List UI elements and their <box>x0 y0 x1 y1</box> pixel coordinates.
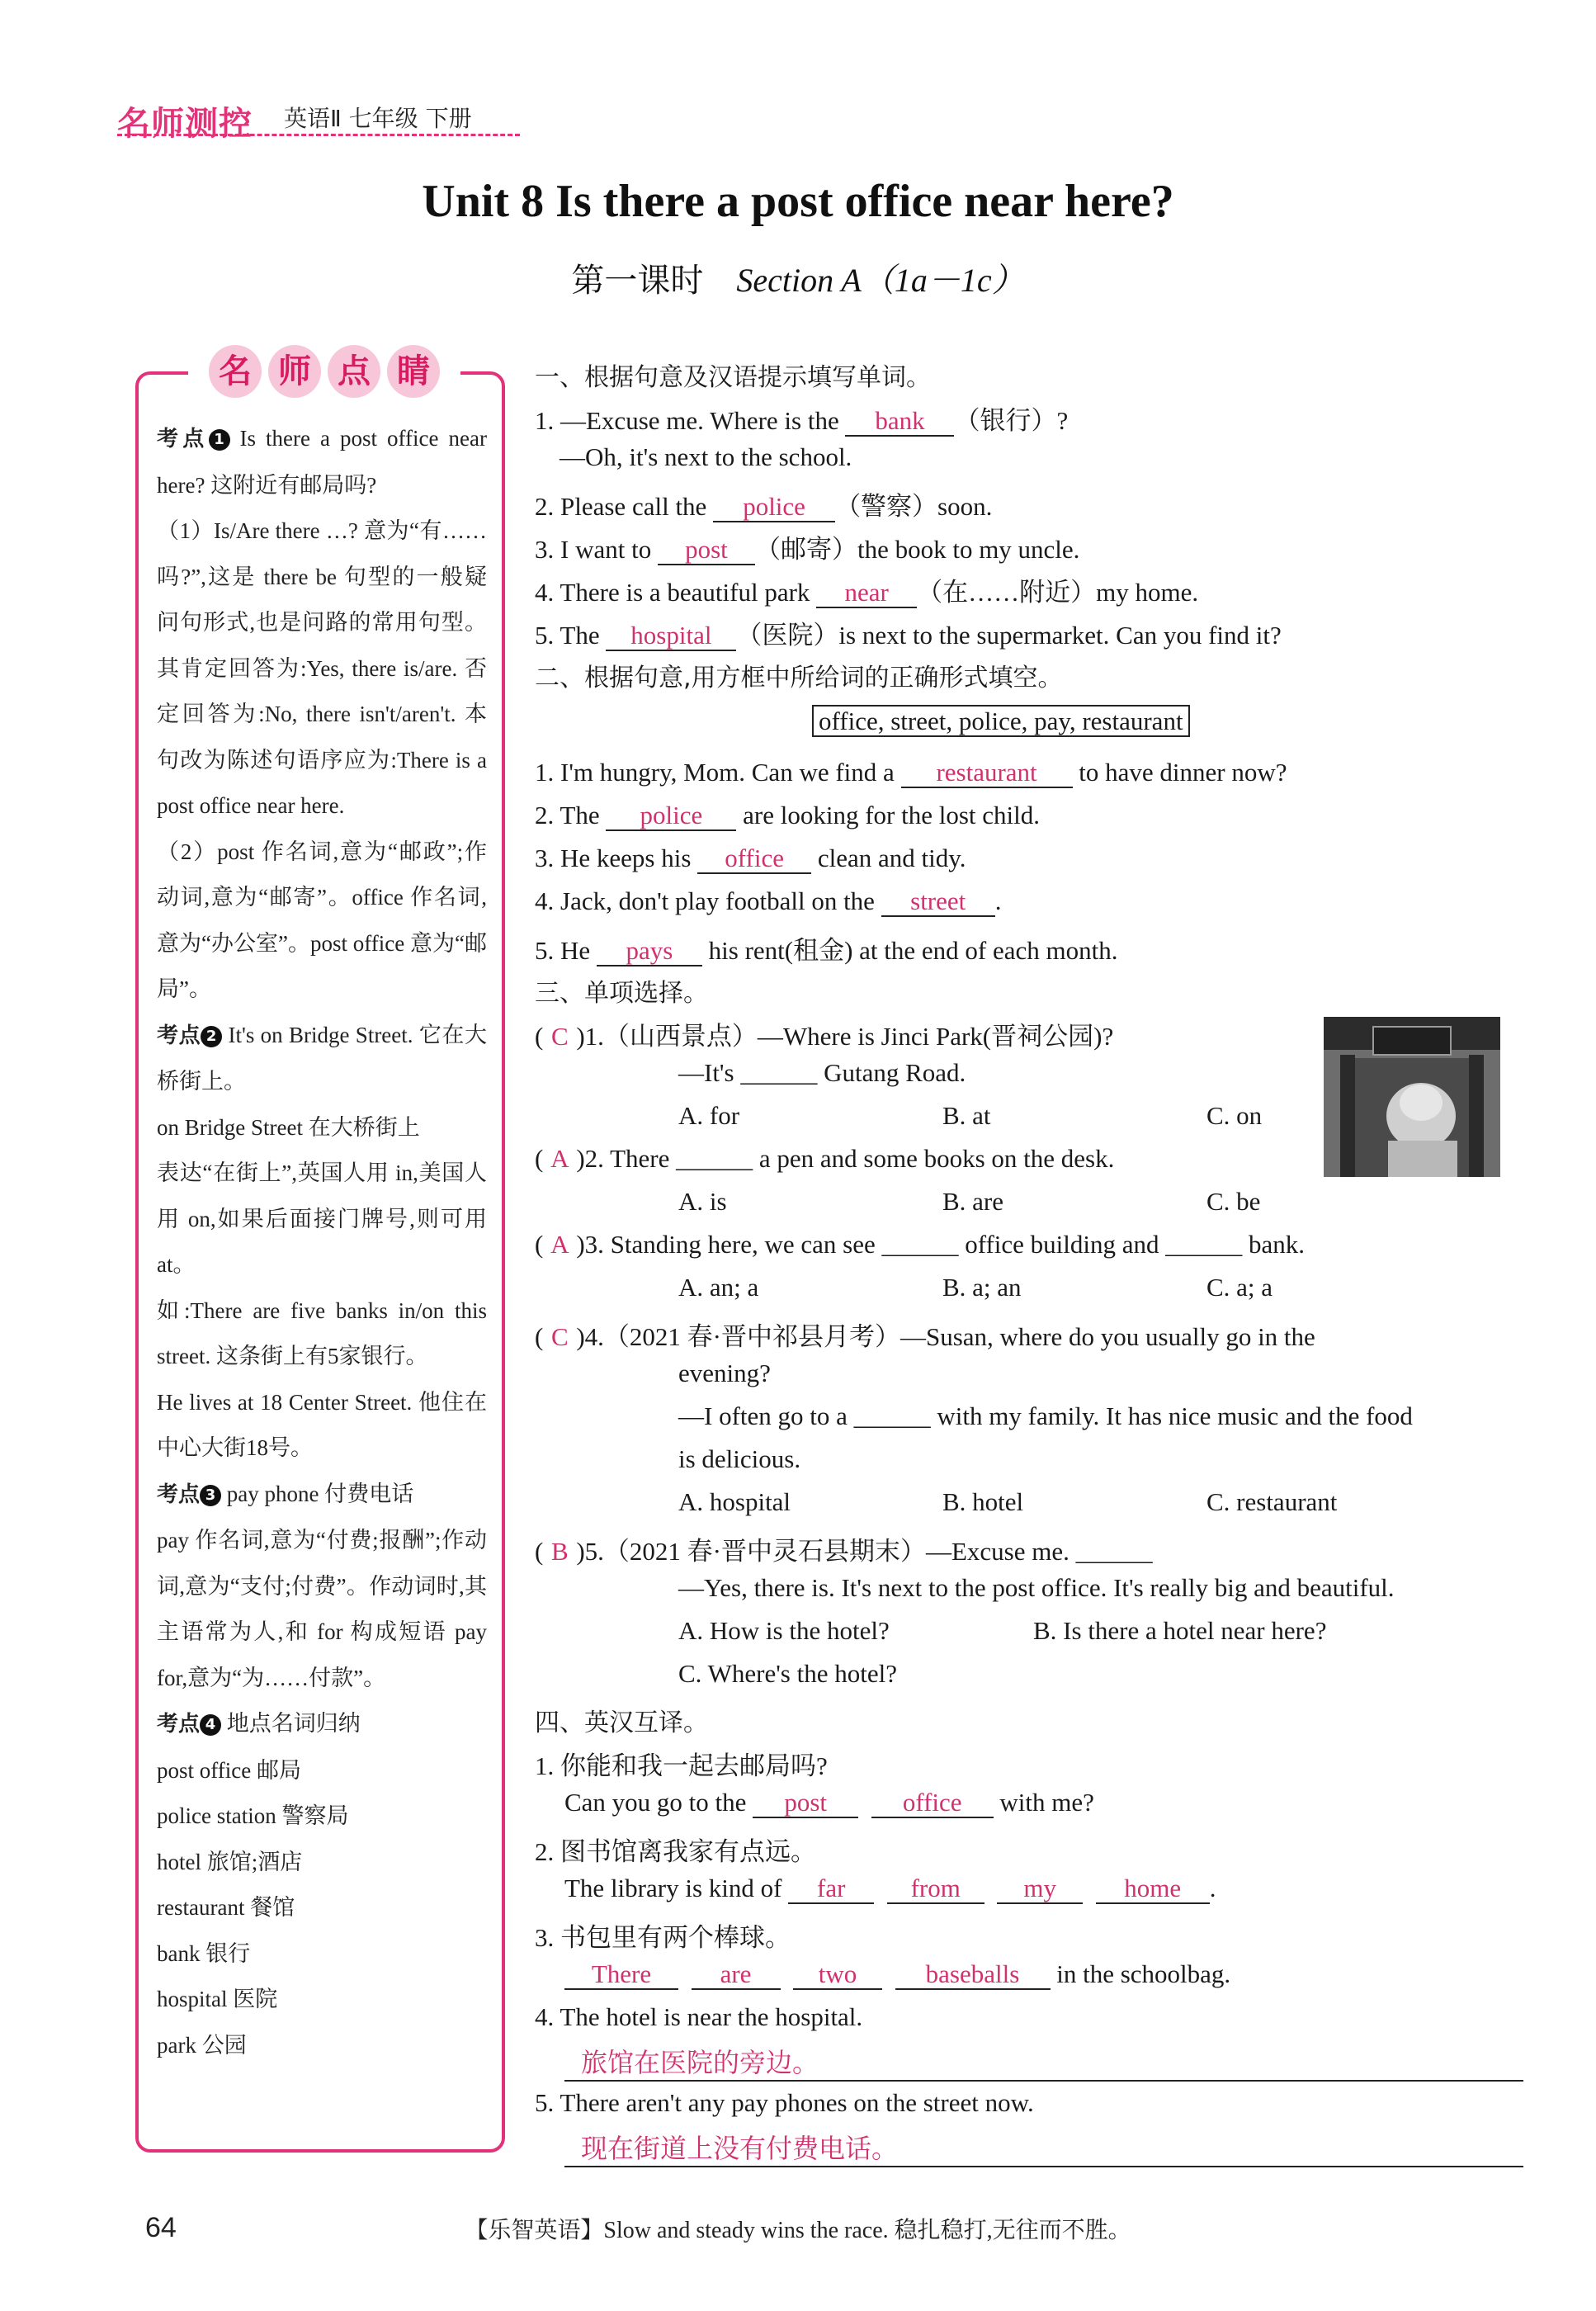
p3-question-1-reply: —It's ______ Gutang Road. <box>678 1058 966 1087</box>
answer-blank[interactable]: office <box>871 1789 994 1818</box>
footer-motto: 【乐智英语】Slow and steady wins the race. 稳扎稳打,无往而不胜。 <box>465 2218 1131 2243</box>
p4-question-3: 3. 书包里有两个棒球。 <box>535 1923 791 1952</box>
p4-answer-3: There are two baseballs in the schoolbag. <box>564 1959 1230 1990</box>
p1-question-5: 5. The hospital （医院）is next to the supermarket. Can you find it? <box>535 621 1282 650</box>
answer-blank[interactable]: street <box>881 887 995 917</box>
p1-question-1: 1. —Excuse me. Where is the bank （银行）? <box>535 406 1069 435</box>
p4-question-4: 4. The hotel is near the hospital. <box>535 2002 863 2031</box>
unit-title: Unit 8 Is there a post office near here? <box>422 176 1174 227</box>
p3-question-3: ( A )3. Standing here, we can see ______ office building and ______ bank. <box>535 1230 1306 1259</box>
p3-question-4-cont: evening? <box>678 1359 771 1387</box>
choice-answer[interactable]: A <box>550 1230 569 1259</box>
p3-options-3: A. an; a B. a; an C. a; a <box>678 1273 1273 1302</box>
p4-answer-1: Can you go to the post office with me? <box>564 1788 1094 1817</box>
choice-answer[interactable]: A <box>550 1144 569 1173</box>
p4-question-1: 1. 你能和我一起去邮局吗? <box>535 1751 828 1780</box>
tips-heading-char: 师 <box>268 345 321 398</box>
answer-blank[interactable]: pays <box>597 937 702 966</box>
place-item: hotel 旅馆;酒店 <box>157 1849 303 1874</box>
answer-blank[interactable]: police <box>713 493 835 522</box>
header-divider <box>117 134 520 136</box>
answer-blank[interactable]: There <box>564 1960 678 1990</box>
p3-question-5: ( B )5.（2021 春·晋中灵石县期末）—Excuse me. ______ <box>535 1537 1153 1566</box>
answer-blank[interactable]: police <box>606 801 736 831</box>
p3-question-4: ( C )4.（2021 春·晋中祁县月考）—Susan, where do you usually go in the <box>535 1322 1315 1351</box>
tips-body <box>157 416 487 2068</box>
point-number-icon: 1 <box>209 429 230 451</box>
answer-blank[interactable]: two <box>793 1960 882 1990</box>
point-number-icon: 2 <box>201 1026 222 1047</box>
p4-question-5: 5. There aren't any pay phones on the street now. <box>535 2088 1034 2117</box>
part1-heading: 一、根据句意及汉语提示填写单词。 <box>535 363 931 392</box>
p1-question-3: 3. I want to post （邮寄）the book to my uncle. <box>535 535 1080 564</box>
answer-blank[interactable]: far <box>788 1874 874 1904</box>
tips-heading <box>188 342 460 403</box>
point-number-icon: 4 <box>200 1714 221 1736</box>
p2-question-4: 4. Jack, don't play football on the street . <box>535 886 1002 915</box>
p4-answer-2: The library is kind of far from my home . <box>564 1874 1216 1902</box>
section-title <box>0 254 1596 301</box>
tip-point-3: 考点 3 pay phone 付费电话 <box>157 1481 414 1507</box>
part4-heading: 四、英汉互译。 <box>535 1708 708 1737</box>
translation-answer[interactable]: 现在街道上没有付费电话。 <box>564 2128 1523 2167</box>
point-number-icon: 3 <box>200 1485 221 1506</box>
page-number: 64 <box>145 2212 177 2243</box>
place-item: park 公园 <box>157 2032 247 2058</box>
answer-blank[interactable]: home <box>1096 1874 1210 1904</box>
tip-text: 如:There are five banks in/on this street. 这条街上有5家银行。 <box>157 1297 487 1368</box>
answer-blank[interactable]: post <box>753 1789 858 1818</box>
point-label: 考点 2 <box>157 1023 222 1048</box>
place-item: police station 警察局 <box>157 1803 349 1828</box>
tip-text: 表达“在街上”,英国人用 in,美国人用 on,如果后面接门牌号,则可用 at。 <box>157 1160 487 1277</box>
p3-question-4-reply: —I often go to a ______ with my family. It has nice music and the food <box>678 1401 1413 1430</box>
place-item: restaurant 餐馆 <box>157 1895 295 1920</box>
word-box-wrap <box>812 707 1190 736</box>
jinci-park-photo <box>1324 1017 1500 1177</box>
tip-text: He lives at 18 Center Street. 他住在中心大街18号。 <box>157 1389 487 1460</box>
answer-blank[interactable]: are <box>692 1960 781 1990</box>
answer-blank[interactable]: my <box>997 1874 1083 1904</box>
p3-question-4-cont2: is delicious. <box>678 1444 801 1473</box>
answer-blank[interactable]: restaurant <box>901 759 1073 788</box>
p3-question-2: ( A )2. There ______ a pen and some books on the desk. <box>535 1144 1115 1173</box>
p4-question-2: 2. 图书馆离我家有点远。 <box>535 1837 816 1866</box>
tip-text: pay 作名词,意为“付费;报酬”;作动词,意为“支付;付费”。作动词时,其主语常为人,和 for 构成短语 pay for,意为“为……付款”。 <box>157 1528 487 1690</box>
tip-text: （2）post 作名词,意为“邮政”;作动词,意为“邮寄”。office 作名词,意为“办公室”。post office 意为“邮局”。 <box>157 839 487 1001</box>
answer-blank[interactable]: office <box>697 844 811 874</box>
book-subject: 英语Ⅱ 七年级 下册 <box>284 105 472 132</box>
translation-answer[interactable]: 旅馆在医院的旁边。 <box>564 2042 1523 2082</box>
photo-illustration <box>1324 1017 1500 1177</box>
tip-text: on Bridge Street 在大桥街上 <box>157 1114 420 1140</box>
lesson-en: Section A（1a－1c） <box>736 262 1025 299</box>
tip-point-4: 考点 4 地点名词归纳 <box>157 1711 361 1737</box>
point-label: 考点 3 <box>157 1482 221 1507</box>
answer-blank[interactable]: baseballs <box>895 1960 1051 1990</box>
tip-point-2: 考点 2 It's on Bridge Street. 它在大桥街上。 <box>157 1022 487 1094</box>
tips-heading-char: 睛 <box>387 345 440 398</box>
place-item: bank 银行 <box>157 1940 251 1966</box>
point-label: 考点 1 <box>157 427 230 451</box>
choice-answer[interactable]: C <box>550 1022 569 1051</box>
choice-answer[interactable]: B <box>550 1537 569 1566</box>
p3-question-5-reply: —Yes, there is. It's next to the post office. It's really big and beautiful. <box>678 1573 1395 1602</box>
p2-question-3: 3. He keeps his office clean and tidy. <box>535 844 966 872</box>
point-label: 考点 4 <box>157 1712 221 1737</box>
answer-blank[interactable]: hospital <box>606 621 736 651</box>
word-box: office, street, police, pay, restaurant <box>812 705 1190 737</box>
p1-question-1-reply: —Oh, it's next to the school. <box>560 442 852 471</box>
p3-options-5c: C. Where's the hotel? <box>678 1659 897 1688</box>
part3-heading: 三、单项选择。 <box>535 979 708 1008</box>
p1-question-4: 4. There is a beautiful park near （在……附近）my home. <box>535 578 1199 607</box>
tip-point-1: 考点 1 Is there a post office near here? 这附近有邮局吗? <box>157 426 487 498</box>
tip-text: （1）Is/Are there …? 意为“有……吗?”,这是 there be 句型的一般疑问句形式,也是问路的常用句型。其肯定回答为:Yes, there is/are. 否定回答为:No, there isn't/aren't. 本句改为陈述句语序应为:There is a post office near here. <box>157 518 487 818</box>
part2-heading: 二、根据句意,用方框中所给词的正确形式填空。 <box>535 664 1063 692</box>
place-item: post office 邮局 <box>157 1757 301 1783</box>
lesson-cn: 第一课时 <box>571 262 704 299</box>
place-item: hospital 医院 <box>157 1987 278 2011</box>
brand-logo: 名师测控 <box>117 105 253 143</box>
p3-options-1: A. for B. at C. on <box>678 1101 1263 1130</box>
p1-question-2: 2. Please call the police （警察）soon. <box>535 492 993 521</box>
p2-question-5: 5. He pays his rent(租金) at the end of each month. <box>535 936 1118 965</box>
answer-blank[interactable]: near <box>816 579 917 608</box>
p3-options-2: A. is B. are C. be <box>678 1187 1261 1216</box>
answer-blank[interactable]: from <box>887 1874 985 1904</box>
answer-blank[interactable]: bank <box>845 407 954 437</box>
choice-answer[interactable]: C <box>550 1322 569 1351</box>
tips-heading-char: 名 <box>209 345 262 398</box>
p3-options-4: A. hospital B. hotel C. restaurant <box>678 1487 1338 1516</box>
p3-options-5: A. How is the hotel? B. Is there a hotel near here? <box>678 1616 1327 1645</box>
p2-question-1: 1. I'm hungry, Mom. Can we find a restaurant to have dinner now? <box>535 758 1287 787</box>
tips-heading-char: 点 <box>328 345 380 398</box>
p3-question-1: ( C )1.（山西景点）—Where is Jinci Park(晋祠公园)? <box>535 1022 1114 1051</box>
answer-blank[interactable]: post <box>658 536 755 565</box>
p2-question-2: 2. The police are looking for the lost child. <box>535 801 1041 829</box>
